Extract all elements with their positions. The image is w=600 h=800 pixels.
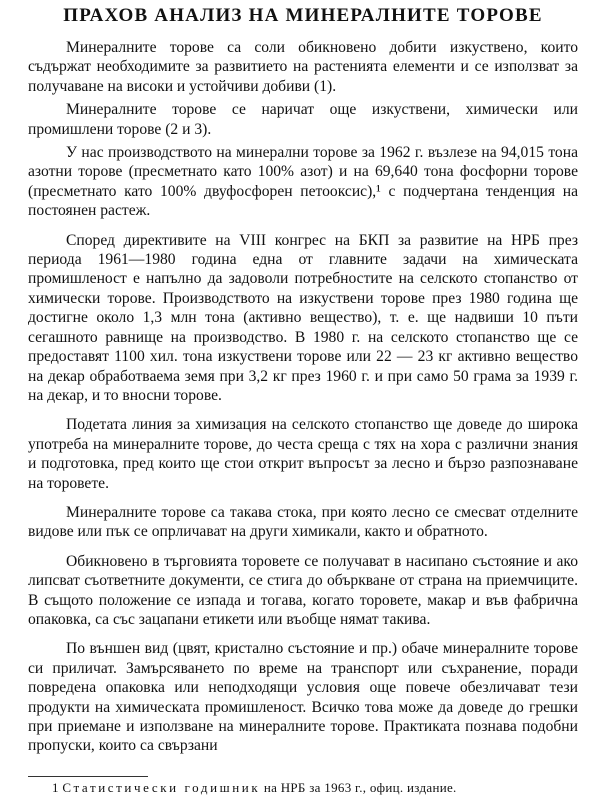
paragraph-4: Според директивите на VIII конгрес на БКП за развитие на НРБ през периода 1961—1980 година една от главните задачи на химическата промишленост е напълно да задоволи потребностите на селското стопанство от химически торове. Производството на изкуствени торове през 1980 година ще достигне около 1,3 млн тона (активно вещество), т. е. ще надвиши 10 пъти сегашното равнище на производство. В 1980 г. на селското стопанство ще се предоставят 1100 хил. тона изкуствени торове или 22 — 23 кг активно вещество на декар обработваема земя при 3,2 кг през 1960 г. и при само 50 грама за 1939 г. на декар, и то вносни торове. — [28, 231, 578, 404]
paragraph-6: Минералните торове са такава стока, при която лесно се смесват отделните видове или пък се опрличават на други химикали, както и обратното. — [28, 503, 578, 541]
footnote-source-title: Статистически годишник — [62, 780, 261, 795]
footnote-marker: 1 — [52, 780, 59, 795]
footnote-separator — [28, 776, 148, 777]
paragraph-8: По външен вид (цвят, кристално състояние и пр.) обаче минералните торове си приличат. Замърсяването по време на транспорт или съхранение, поради повредена опаковка или неподходящи условия още повече обезличават тези продукти на химическата промишленост. Всичко това може да доведе до грешки при приемане и използване на минералните торове. Практиката познава подобни пропуски, които са свързани — [28, 640, 578, 755]
paragraph-2: Минералните торове се наричат още изкуствени, химически или промишлени торове (2 и 3). — [28, 101, 578, 138]
paragraph-7: Обикновено в търговията торовете се получават в насипано състояние и ако липсват съответните документи, се стига до объркване от страна на приемчиците. В същото положение се изпада и тогава, когато торовете, макар и във фабрична опаковка, са със зацапани етикети или въобще нямат такива. — [28, 552, 578, 628]
document-title: ПРАХОВ АНАЛИЗ НА МИНЕРАЛНИТЕ ТОРОВЕ — [63, 5, 543, 26]
footnote — [52, 780, 457, 796]
paragraph-1: Минералните торове са соли обикновено добити изкуствено, които съдържат необходимите за развитието на растенията елементи и се използват за получаване на високи и устойчиви добиви (1). — [28, 39, 578, 95]
paragraph-3: У нас производството на минерални торове за 1962 г. възлезе на 94,015 тона азотни торове (пресметнато като 100% азот) и на 69,640 тона фосфорни торове (пресметнато като 100% двуфосфорен петооксис),¹ с подчертана тенденция на постоянен растеж. — [28, 144, 578, 220]
footnote-source-details: на НРБ за 1963 г., офиц. издание. — [263, 780, 457, 795]
paragraph-5: Подетата линия за химизация на селското стопанство ще доведе до широка употреба на минералните торове, до честа среща с тях на хора с различни знания и подготовка, пред които ще стои открит въпросът за лесно и бързо разпознаване на торовете. — [28, 416, 578, 492]
